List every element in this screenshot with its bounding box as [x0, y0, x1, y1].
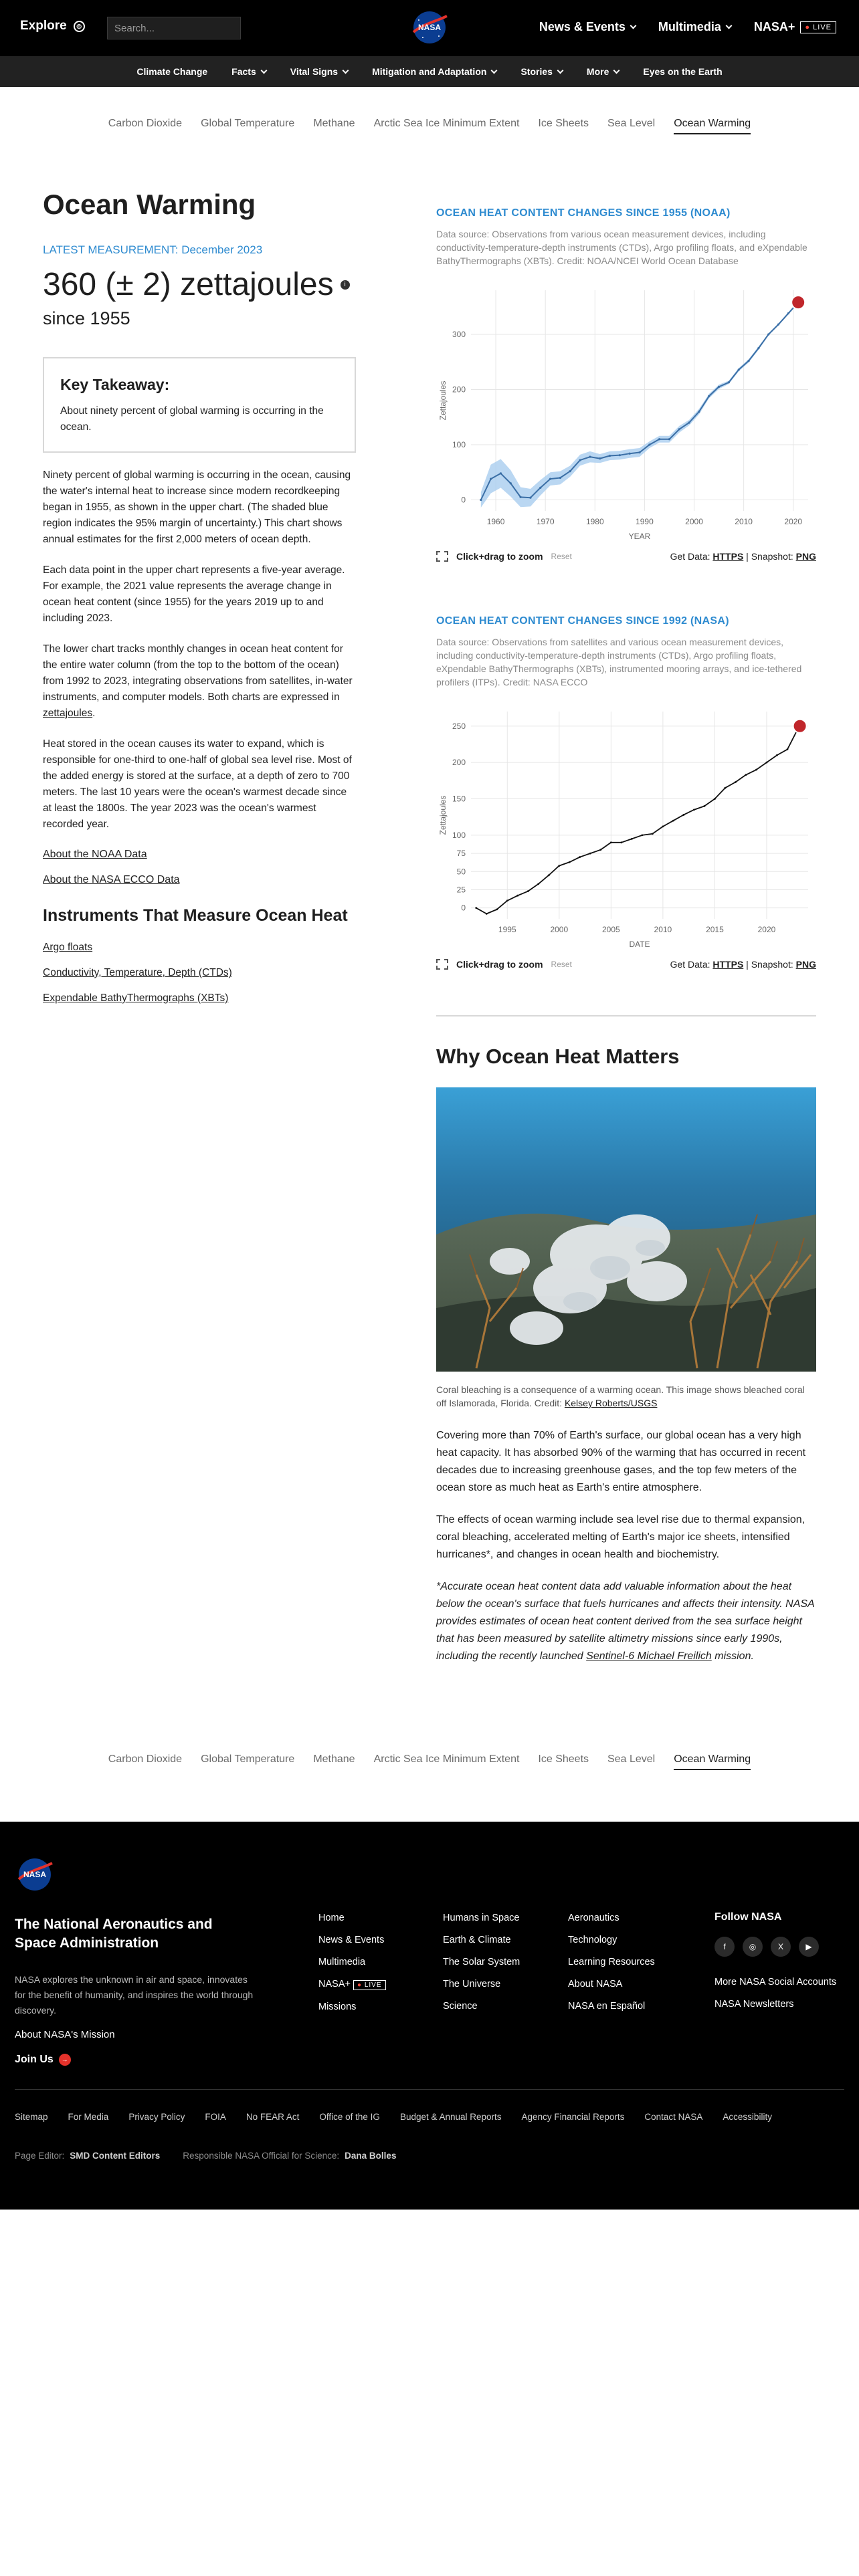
data-point — [609, 455, 611, 457]
nasa-ecco-chart-section — [436, 615, 816, 970]
reset-button[interactable]: Reset — [551, 552, 572, 561]
tab-sea-level[interactable]: Sea Level — [607, 1753, 656, 1765]
instruments-heading: Instruments That Measure Ocean Heat — [43, 906, 348, 925]
data-point — [516, 895, 518, 897]
data-point — [579, 459, 581, 461]
data-point — [688, 421, 690, 423]
chevron-down-icon — [260, 67, 267, 74]
text-span: Coral bleaching is a consequence of a warming ocean. This image shows bleached coral off Islamorada, Florida. Credit: — [436, 1384, 805, 1408]
data-point — [620, 841, 622, 843]
instagram-icon[interactable]: ◎ — [743, 1937, 763, 1957]
subnav-label: Stories — [520, 66, 553, 77]
data-point — [475, 907, 477, 909]
footer-divider — [15, 2089, 844, 2090]
data-point — [738, 368, 740, 370]
footer-link-ig[interactable]: Office of the IG — [319, 2112, 380, 2122]
data-point — [678, 428, 680, 430]
footer-link-news[interactable]: News & Events — [318, 1935, 385, 1945]
data-point — [629, 453, 631, 455]
latest-value-marker — [793, 720, 807, 733]
y-axis-label: Zettajoules — [438, 795, 448, 835]
explore-toggle-icon: ◎ — [74, 21, 85, 32]
x-tick-label: 2020 — [784, 517, 803, 526]
footer-link-accessibility[interactable]: Accessibility — [723, 2112, 772, 2122]
chart-source: Data source: Observations from satellites and various ocean measurement devices, including conductivity-temperature-depth instruments (CTDs), Argo profiling floats, eXpendable BathyThermographs (XBTs), instrumented mooring arrays, and ice-tethered profilers (ITPs). Credit: NASA ECCO — [436, 637, 802, 687]
ocean-warming-summary — [43, 189, 357, 1004]
svg-text:NASA: NASA — [417, 23, 442, 32]
https-link[interactable]: HTTPS — [712, 551, 744, 562]
tab-arctic-sea-ice[interactable]: Arctic Sea Ice Minimum Extent — [373, 1753, 520, 1765]
key-takeaway-text: About ninety percent of global warming is occurring in the ocean. — [60, 405, 324, 433]
zoom-hint: Click+drag to zoom — [456, 959, 543, 970]
subnav-label: Facts — [231, 66, 256, 77]
text-span: The lower chart tracks monthly changes in ocean heat content for the entire water column (from the top to the bottom of the ocean) from 1992 to 2023, integrating observations from satellites, in-water instruments, and computer models. Both charts are expressed in — [43, 643, 353, 703]
https-link[interactable]: HTTPS — [712, 959, 744, 970]
x-tick-label: 1960 — [486, 517, 505, 526]
more-social-accounts-link[interactable]: More NASA Social Accounts — [714, 1977, 837, 1988]
live-badge: ● LIVE — [800, 21, 836, 33]
x-axis-label: YEAR — [628, 532, 651, 541]
data-point — [548, 874, 550, 876]
nasa-logo[interactable] — [15, 1856, 55, 1893]
y-tick-label: 75 — [456, 849, 466, 859]
data-point — [704, 805, 706, 807]
x-tick-label: 1995 — [498, 925, 516, 934]
join-us-link[interactable] — [15, 2054, 71, 2066]
nav-multimedia-label: Multimedia — [658, 20, 721, 33]
data-point — [559, 477, 561, 479]
data-point — [539, 487, 541, 489]
footer-link-no-fear[interactable]: No FEAR Act — [246, 2112, 300, 2122]
data-point — [589, 456, 591, 458]
zoom-icon — [436, 551, 448, 562]
series-line — [476, 729, 798, 914]
x-tick-label: 2010 — [735, 517, 753, 526]
footer-link-nasa-plus[interactable] — [318, 1973, 386, 1996]
headline-value: 360 (± 2) zettajoules — [43, 267, 334, 302]
y-axis-label: Zettajoules — [438, 381, 448, 421]
noaa-chart-section — [436, 207, 816, 562]
noaa-ocean-heat-chart[interactable] — [436, 274, 816, 548]
xbt-link[interactable]: Expendable BathyThermographs (XBTs) — [43, 992, 229, 1004]
footer-credits — [15, 2151, 396, 2161]
data-point — [658, 438, 660, 440]
nav-nasa-plus[interactable] — [754, 20, 836, 34]
data-point — [506, 899, 508, 901]
tab-ocean-warming[interactable]: Ocean Warming — [674, 118, 751, 134]
svg-text:NASA: NASA — [23, 1870, 47, 1879]
footer-nasa-plus-label: NASA+ — [318, 1979, 351, 1990]
newsletters-link[interactable]: NASA Newsletters — [714, 1999, 794, 2010]
description-paragraph: Ninety percent of global warming is occurring in the ocean, causing the water's internal heat to increase since modern recordkeeping began in 1955, as shown in the upper chart. (The shaded blue region indicates the 95% margin of uncertainty.) This chart shows annual estimates for the first 2,000 meters of ocean depth. — [43, 469, 351, 545]
subnav-more[interactable] — [587, 66, 619, 77]
footer-link-sitemap[interactable]: Sitemap — [15, 2112, 48, 2122]
about-noaa-data-link[interactable]: About the NOAA Data — [43, 849, 147, 860]
data-point — [638, 451, 640, 453]
data-point — [714, 798, 716, 800]
social-links — [714, 1971, 836, 2016]
footer-link-nasa-espanol[interactable]: NASA en Español — [568, 2001, 646, 2012]
text-span: *Accurate ocean heat content data add valuable information about the heat below the ocean's surface that fuels hurricanes and affects their intensity. NASA provides estimates of ocean heat content derived from the sea surface height that has been measured by satellite altimetry missions since early 1990s, including the recently launched — [436, 1581, 815, 1662]
social-icons — [714, 1937, 819, 1957]
footer-bottom-links — [15, 2112, 772, 2122]
data-point — [549, 478, 551, 480]
footer-link-privacy[interactable]: Privacy Policy — [128, 2112, 185, 2122]
y-tick-label: 300 — [452, 330, 466, 339]
description-body — [43, 467, 357, 833]
data-point — [490, 478, 492, 480]
data-point — [579, 856, 581, 858]
tab-arctic-sea-ice[interactable]: Arctic Sea Ice Minimum Extent — [373, 118, 520, 129]
tab-carbon-dioxide[interactable]: Carbon Dioxide — [108, 1753, 183, 1765]
sentinel-6-link[interactable]: Sentinel-6 Michael Freilich — [586, 1650, 712, 1662]
data-point — [755, 769, 757, 771]
chevron-down-icon — [630, 23, 636, 29]
y-tick-label: 200 — [452, 758, 466, 768]
snapshot-label: Snapshot: — [751, 551, 793, 562]
data-point — [599, 849, 601, 851]
official-name: Dana Bolles — [345, 2151, 397, 2161]
why-paragraph: Covering more than 70% of Earth's surface, our global ocean has a very high heat capacity. It has absorbed 90% of the warming that has occurred in recent decades due to increasing greenhouse gases, and the top few meters of the ocean store as much heat as Earth's entire atmosphere. — [436, 1430, 806, 1493]
info-icon[interactable]: i — [341, 280, 350, 290]
footer-link-earth-climate[interactable]: Earth & Climate — [443, 1935, 511, 1945]
uncertainty-band — [481, 302, 798, 508]
why-footnote — [436, 1578, 816, 1665]
footer-link-contact[interactable]: Contact NASA — [644, 2112, 703, 2122]
x-tick-label: 1970 — [536, 517, 555, 526]
zoom-icon — [436, 959, 448, 970]
data-point — [631, 838, 633, 840]
tab-sea-level[interactable]: Sea Level — [607, 118, 656, 129]
data-point — [698, 411, 700, 413]
x-tick-label: 2020 — [757, 925, 776, 934]
data-point — [558, 865, 560, 867]
org-description: NASA explores the unknown in air and space, innovates for the benefit of humanity, and inspires the world through discovery. — [15, 1974, 254, 2016]
y-tick-label: 150 — [452, 794, 466, 804]
y-tick-label: 0 — [461, 495, 466, 505]
chart-controls: Click+drag to zoom Reset Get Data: HTTPS | Snapshot: PNG — [436, 959, 816, 970]
reset-button[interactable]: Reset — [551, 960, 572, 969]
subnav-vital-signs[interactable] — [290, 66, 348, 77]
nasa-logo[interactable] — [409, 9, 450, 45]
data-point — [662, 825, 664, 827]
png-link[interactable]: PNG — [795, 551, 816, 562]
y-tick-label: 100 — [452, 440, 466, 449]
subnav-label: Eyes on the Earth — [643, 66, 723, 77]
x-twitter-icon[interactable]: X — [771, 1937, 791, 1957]
explore-label: Explore — [20, 19, 67, 33]
data-point — [648, 443, 650, 445]
data-point — [496, 908, 498, 910]
data-point — [757, 347, 759, 349]
arrow-right-icon: → — [59, 2054, 71, 2066]
live-badge: ● LIVE — [353, 1980, 386, 1990]
data-point — [708, 395, 710, 397]
x-tick-label: 2000 — [550, 925, 569, 934]
climate-subnav — [0, 56, 859, 87]
join-us-label: Join Us — [15, 2054, 54, 2065]
tab-ice-sheets[interactable]: Ice Sheets — [538, 118, 589, 129]
data-point — [486, 913, 488, 915]
search-input[interactable]: Search... — [107, 17, 241, 39]
y-tick-label: 0 — [461, 903, 466, 913]
data-point — [725, 787, 727, 789]
snapshot-label: Snapshot: — [751, 959, 793, 970]
responsible-official — [183, 2151, 396, 2161]
data-point — [718, 386, 720, 388]
why-paragraph: The effects of ocean warming include sea level rise due to thermal expansion, coral bleaching, accelerated melting of Earth's major ice sheets, intensified hurricanes*, and changes in ocean health and biochemistry. — [436, 1514, 805, 1560]
series-line — [481, 302, 798, 500]
vital-signs-tabs-top — [0, 118, 859, 134]
explore-menu[interactable] — [20, 19, 85, 33]
get-data-label: Get Data: — [670, 551, 710, 562]
chevron-down-icon — [725, 23, 732, 29]
subnav-facts[interactable] — [231, 66, 266, 77]
data-point — [500, 472, 502, 474]
subnav-stories[interactable] — [520, 66, 562, 77]
footer-link-home[interactable]: Home — [318, 1913, 345, 1923]
org-name: The National Aeronautics and Space Administration — [15, 1917, 213, 1951]
section-divider — [436, 1015, 816, 1016]
footer-link-science[interactable]: Science — [443, 2001, 478, 2012]
data-point — [683, 814, 685, 816]
footer-link-humans-in-space[interactable]: Humans in Space — [443, 1913, 520, 1923]
subnav-climate-change[interactable] — [136, 66, 207, 77]
data-point — [599, 457, 601, 459]
data-point — [672, 820, 674, 822]
vital-signs-tabs-bottom — [0, 1753, 859, 1770]
y-tick-label: 100 — [452, 830, 466, 840]
nav-news-events[interactable] — [539, 20, 636, 34]
tab-methane[interactable]: Methane — [313, 1753, 355, 1765]
page-editor-label: Page Editor: — [15, 2151, 65, 2161]
data-point — [569, 861, 571, 863]
footer-link-aeronautics[interactable]: Aeronautics — [568, 1913, 619, 1923]
x-tick-label: 1980 — [585, 517, 604, 526]
get-data-label: Get Data: — [670, 959, 710, 970]
subnav-label: Vital Signs — [290, 66, 339, 77]
x-tick-label: 2005 — [602, 925, 620, 934]
nav-multimedia[interactable] — [658, 20, 731, 34]
chevron-down-icon — [613, 67, 620, 74]
zoom-hint: Click+drag to zoom — [456, 551, 543, 562]
chevron-down-icon — [491, 67, 498, 74]
footer-column-1 — [318, 1907, 386, 2018]
youtube-icon[interactable]: ▶ — [799, 1937, 819, 1957]
follow-nasa-heading: Follow NASA — [714, 1911, 782, 1923]
ctd-link[interactable]: Conductivity, Temperature, Depth (CTDs) — [43, 967, 232, 978]
key-takeaway-box — [43, 357, 356, 453]
footer-link-missions[interactable]: Missions — [318, 2002, 357, 2012]
tab-global-temperature[interactable]: Global Temperature — [201, 118, 295, 129]
footer-link-financial[interactable]: Agency Financial Reports — [521, 2112, 625, 2122]
data-point — [767, 333, 769, 335]
y-tick-label: 25 — [456, 885, 466, 895]
footer-link-multimedia[interactable]: Multimedia — [318, 1957, 366, 1967]
photo-caption — [436, 1383, 816, 1410]
x-tick-label: 2000 — [685, 517, 703, 526]
photo-credit-link[interactable]: Kelsey Roberts/USGS — [564, 1398, 658, 1408]
data-point — [777, 324, 779, 326]
data-point — [766, 762, 768, 764]
coral-bleaching-photo — [436, 1087, 816, 1372]
official-label: Responsible NASA Official for Science: — [183, 2151, 340, 2161]
data-point — [693, 809, 695, 811]
page-title: Ocean Warming — [43, 189, 256, 220]
about-mission-link[interactable]: About NASA's Mission — [15, 2029, 115, 2040]
top-navigation — [0, 0, 859, 56]
subnav-eyes-on-earth[interactable] — [643, 66, 722, 77]
data-point — [537, 883, 539, 885]
description-paragraph: Each data point in the upper chart represents a five-year average. For example, the 2021 value represents the average change in ocean heat content (since 1955) for the years 2019 up to and including 2023. — [43, 564, 345, 624]
description-paragraph: Heat stored in the ocean causes its water to expand, which is responsible for one-third to one-half of global sea level rise. Most of the added energy is stored at the surface, at a depth of zero to 700 meters. The last 10 years were the ocean's warmest decade since at least the 1800s. The year 2023 was the ocean's warmest recorded year. — [43, 738, 352, 830]
live-badge-text: LIVE — [813, 23, 832, 31]
subnav-mitigation[interactable] — [372, 66, 496, 77]
footer-link-universe[interactable]: The Universe — [443, 1979, 501, 1990]
footer-link-media[interactable]: For Media — [68, 2112, 109, 2122]
subnav-label: More — [586, 66, 609, 77]
x-tick-label: 2010 — [654, 925, 672, 934]
data-point — [527, 890, 529, 892]
why-heading: Why Ocean Heat Matters — [436, 1045, 680, 1068]
data-point — [510, 482, 512, 484]
footer-link-budget[interactable]: Budget & Annual Reports — [399, 2112, 502, 2122]
x-tick-label: 2015 — [706, 925, 724, 934]
data-point — [569, 470, 571, 472]
footer-link-technology[interactable]: Technology — [568, 1935, 617, 1945]
chevron-down-icon — [343, 67, 349, 74]
chart-controls: Click+drag to zoom Reset Get Data: HTTPS | Snapshot: PNG — [436, 551, 816, 562]
data-point — [520, 496, 522, 498]
data-point — [589, 853, 591, 855]
key-takeaway-title: Key Takeaway: — [60, 376, 170, 393]
data-point — [745, 774, 747, 776]
data-point — [668, 438, 670, 440]
chevron-down-icon — [557, 67, 563, 74]
page-editor-name: SMD Content Editors — [70, 2151, 161, 2161]
data-point — [652, 833, 654, 835]
tab-ice-sheets[interactable]: Ice Sheets — [538, 1753, 589, 1765]
footer-link-solar-system[interactable]: The Solar System — [443, 1957, 520, 1967]
zettajoules-link[interactable]: zettajoules — [43, 708, 93, 719]
subnav-label: Climate Change — [136, 66, 208, 77]
since-label: since 1955 — [43, 308, 130, 328]
chart-source: Data source: Observations from various ocean measurement devices, including conductivity-temperature-depth instruments (CTDs), Argo profiling floats, and eXpendable BathyThermographs (XBTs). Credit: NOAA/NCEI World Ocean Database — [436, 229, 807, 266]
nasa-ocean-heat-chart[interactable] — [436, 695, 816, 956]
about-ecco-data-link[interactable]: About the NASA ECCO Data — [43, 874, 180, 885]
x-axis-label: DATE — [629, 940, 650, 949]
data-point — [641, 835, 643, 837]
footer-link-foia[interactable]: FOIA — [205, 2112, 226, 2122]
footer-column-3 — [568, 1907, 655, 2018]
data-point — [776, 754, 778, 756]
why-ocean-heat-matters — [436, 1045, 816, 1665]
description-paragraph — [43, 641, 357, 722]
page-editor — [15, 2151, 160, 2161]
tab-carbon-dioxide[interactable]: Carbon Dioxide — [108, 118, 183, 129]
nav-news-events-label: News & Events — [539, 20, 626, 33]
latest-measurement: LATEST MEASUREMENT: December 2023 — [43, 243, 263, 256]
y-tick-label: 50 — [456, 867, 466, 877]
subnav-label: Mitigation and Adaptation — [372, 66, 487, 77]
headline-value-row — [43, 266, 357, 303]
text-span: mission. — [711, 1650, 754, 1662]
tab-methane[interactable]: Methane — [313, 118, 355, 129]
data-point — [529, 497, 531, 499]
data-point — [735, 781, 737, 783]
y-tick-label: 200 — [452, 385, 466, 395]
site-footer — [0, 1822, 859, 2210]
facebook-icon[interactable]: f — [714, 1937, 735, 1957]
nasa-plus-label: NASA+ — [753, 20, 795, 33]
argo-floats-link[interactable]: Argo floats — [43, 942, 93, 953]
png-link[interactable]: PNG — [795, 959, 816, 970]
tab-global-temperature[interactable]: Global Temperature — [201, 1753, 295, 1765]
chart-title: OCEAN HEAT CONTENT CHANGES SINCE 1992 (NASA) — [436, 615, 729, 627]
footer-column-2 — [443, 1907, 520, 2018]
latest-value-marker — [791, 296, 805, 309]
data-point — [728, 381, 730, 383]
data-point — [787, 312, 789, 314]
data-point — [787, 748, 789, 750]
text-span: . — [92, 708, 96, 719]
footer-link-learning-resources[interactable]: Learning Resources — [568, 1957, 655, 1967]
data-point — [610, 841, 612, 843]
data-point — [480, 499, 482, 501]
tab-ocean-warming[interactable]: Ocean Warming — [674, 1753, 751, 1770]
y-tick-label: 250 — [452, 721, 466, 731]
data-point — [619, 454, 621, 456]
x-tick-label: 1990 — [636, 517, 654, 526]
data-point — [747, 360, 749, 362]
chart-title: OCEAN HEAT CONTENT CHANGES SINCE 1955 (NOAA) — [436, 207, 731, 219]
live-badge-text: LIVE — [364, 1981, 382, 1989]
footer-link-about-nasa[interactable]: About NASA — [568, 1979, 623, 1990]
